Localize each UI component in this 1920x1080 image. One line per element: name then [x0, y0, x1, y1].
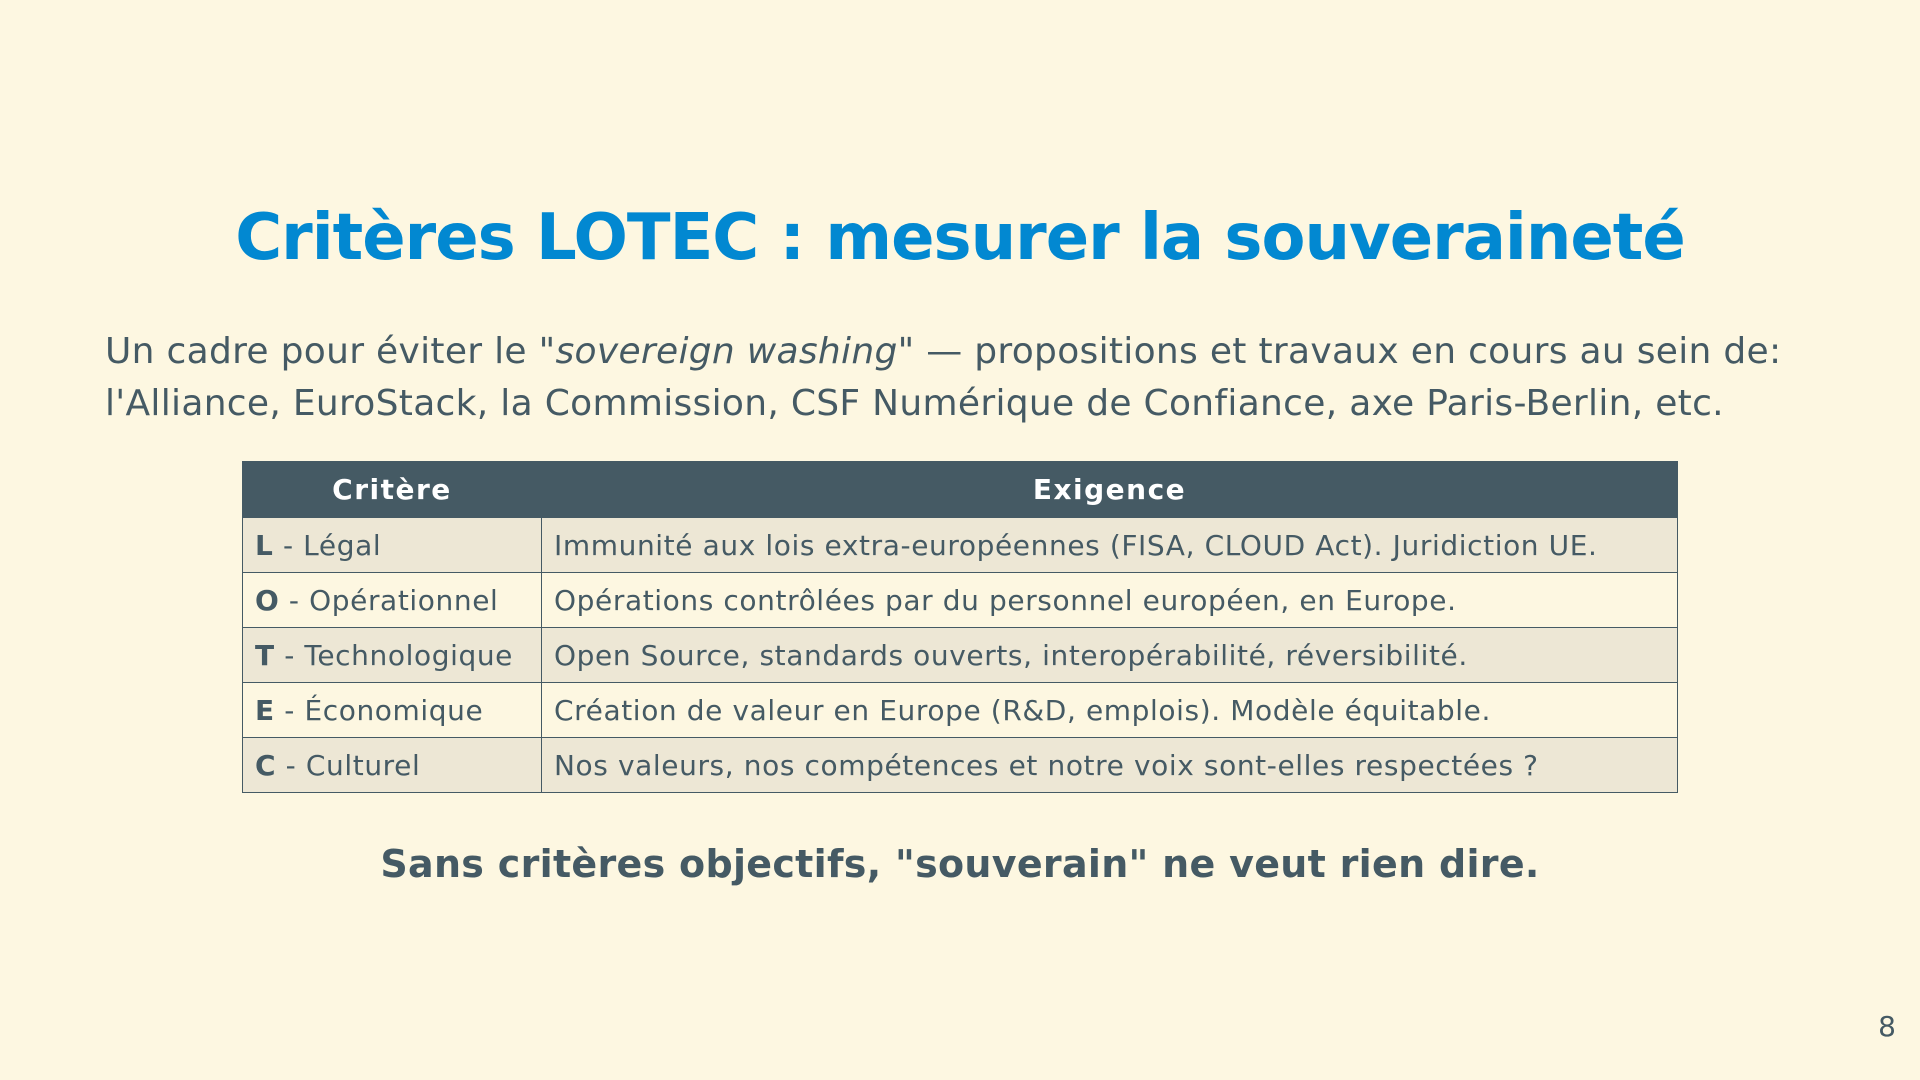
criterion-cell [243, 738, 542, 793]
page-number: 8 [1878, 1010, 1896, 1043]
requirement-cell: Création de valeur en Europe (R&D, emplois). Modèle équitable. [542, 683, 1678, 738]
criterion-label: - Économique [274, 693, 484, 727]
criterion-letter: L [255, 528, 274, 562]
criteria-table [242, 461, 1678, 793]
criterion-label: - Opérationnel [279, 583, 499, 617]
intro-emphasis: sovereign washing [555, 331, 898, 372]
criterion-label: - Légal [273, 528, 382, 562]
slide-title: Critères LOTEC : mesurer la souveraineté [235, 201, 1685, 275]
criterion-cell [243, 683, 542, 738]
criterion-label: - Culturel [276, 748, 421, 782]
intro-text [105, 326, 1825, 430]
requirement-cell: Nos valeurs, nos compétences et notre voix sont-elles respectées ? [542, 738, 1678, 793]
intro-before: Un cadre pour éviter le " [105, 331, 556, 372]
table-row [243, 573, 1678, 628]
header-requirement: Exigence [542, 462, 1678, 518]
criterion-cell [243, 518, 542, 573]
criterion-cell [243, 628, 542, 683]
requirement-cell: Open Source, standards ouverts, interopérabilité, réversibilité. [542, 628, 1678, 683]
table-row [243, 518, 1678, 573]
table-header-row [243, 462, 1678, 518]
criterion-label: - Technologique [274, 638, 514, 672]
criterion-letter: T [255, 638, 275, 672]
criterion-letter: O [255, 583, 280, 617]
requirement-cell: Opérations contrôlées par du personnel européen, en Europe. [542, 573, 1678, 628]
criterion-letter: C [255, 748, 277, 782]
header-criterion: Critère [243, 462, 542, 518]
table-row [243, 738, 1678, 793]
requirement-cell: Immunité aux lois extra-européennes (FISA, CLOUD Act). Juridiction UE. [542, 518, 1678, 573]
table-row [243, 628, 1678, 683]
criterion-letter: E [255, 693, 275, 727]
table-row [243, 683, 1678, 738]
criterion-cell [243, 573, 542, 628]
conclusion-text: Sans critères objectifs, "souverain" ne veut rien dire. [380, 842, 1540, 886]
intro-after: " — propositions et travaux en cours au sein de: [897, 331, 1782, 372]
intro-line2: l'Alliance, EuroStack, la Commission, CSF Numérique de Confiance, axe Paris-Berlin, etc. [105, 383, 1724, 424]
